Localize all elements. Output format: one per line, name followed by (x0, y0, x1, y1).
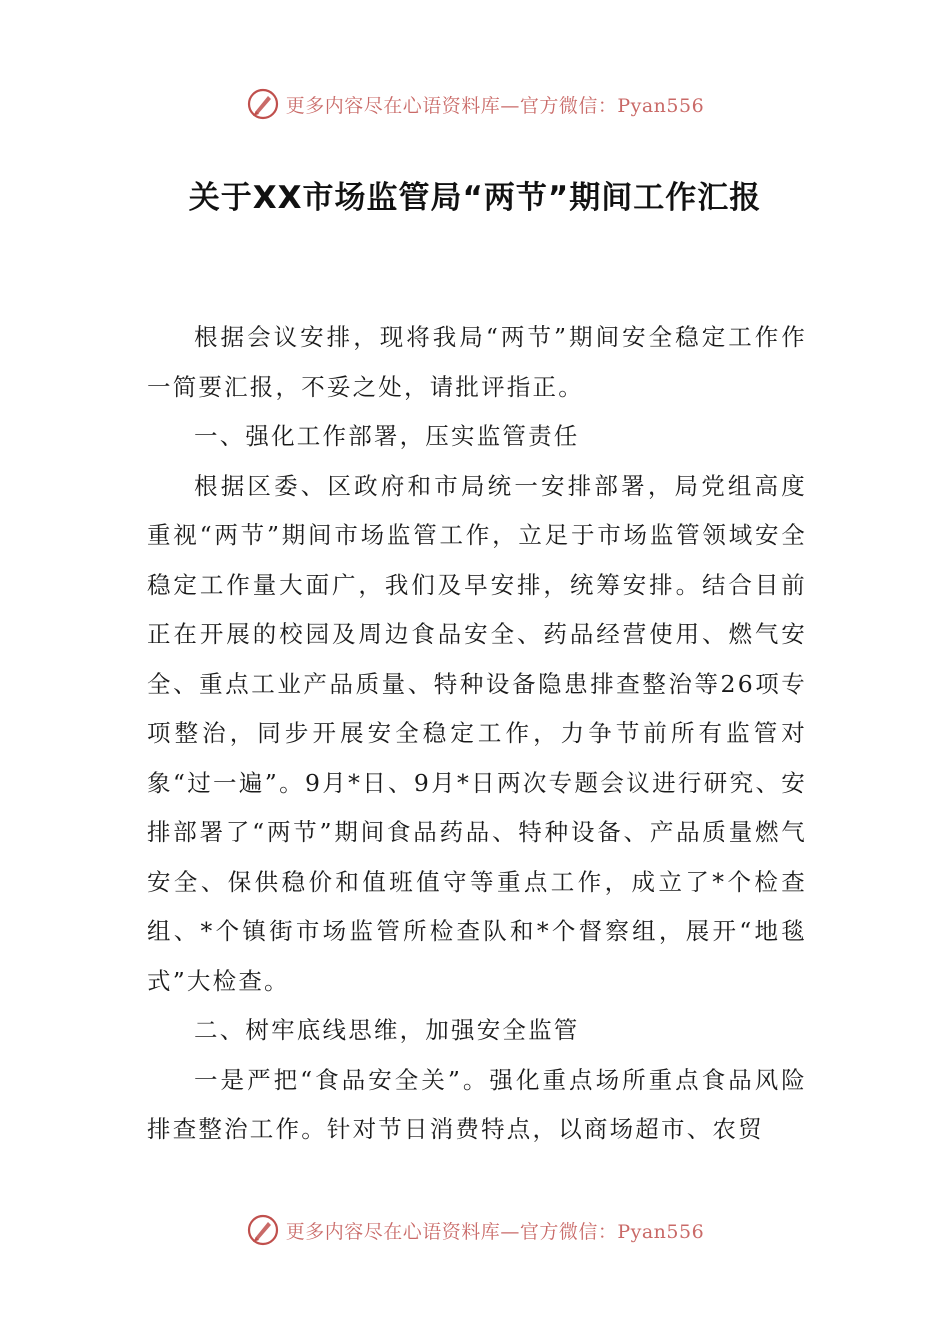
document-title: 关于XX市场监管局“两节”期间工作汇报 (188, 180, 762, 216)
body-paragraph: 根据区委、区政府和市局统一安排部署，局党组高度重视“两节”期间市场监管工作，立足于市场监管领域安全稳定工作量大面广，我们及早安排，统筹安排。结合目前正在开展的校园及周边食品安全、药品经营使用、燃气安全、重点工业产品质量、特种设备隐患排查整治等26项专项整治，同步开展安全稳定工作，力争节前所有监管对象“过一遍”。9月*日、9月*日两次专题会议进行研究、安排部署了“两节”期间食品药品、特种设备、产品质量燃气安全、保供稳价和值班值守等重点工作，成立了*个检查组、*个镇街市场监管所检查队和*个督察组，展开“地毯式”大检查。 (147, 471, 807, 995)
watermark-text: 更多内容尽在心语资料库—官方微信：Pyan556 (285, 1220, 705, 1243)
body-paragraph: 一是严把“食品安全关”。强化重点场所重点食品风险排查整治工作。针对节日消费特点，以商场超市、农贸 (147, 1065, 807, 1143)
section-heading-1: 一、强化工作部署，压实监管责任 (194, 422, 580, 450)
watermark-banner-bottom (0, 1210, 950, 1250)
pen-logo-icon (246, 87, 280, 121)
section-heading-2: 二、树牢底线思维，加强安全监管 (194, 1016, 580, 1044)
pen-logo-icon (246, 1213, 280, 1247)
watermark-text: 更多内容尽在心语资料库—官方微信：Pyan556 (285, 94, 705, 117)
watermark-banner-top (0, 84, 950, 124)
intro-paragraph: 根据会议安排，现将我局“两节”期间安全稳定工作作一简要汇报，不妥之处，请批评指正。 (147, 323, 807, 401)
document-body (147, 313, 807, 1155)
